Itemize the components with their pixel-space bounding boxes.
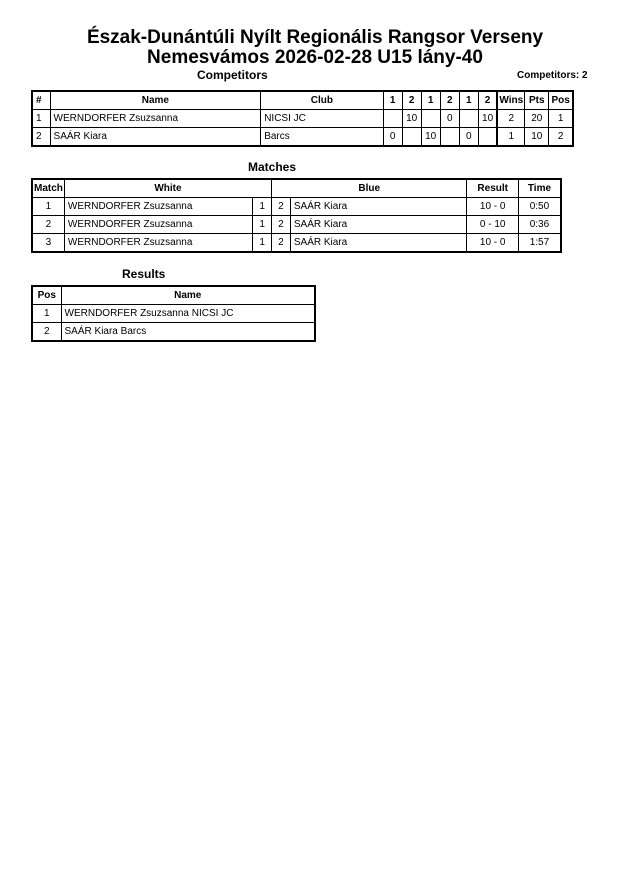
page-title: Észak-Dunántúli Nyílt Regionális Rangsor Verseny <box>86 27 544 48</box>
score-cell: 10 <box>478 110 497 128</box>
competitor-wins: 2 <box>497 110 524 128</box>
match-row <box>32 216 561 234</box>
header-match: Match <box>32 179 64 198</box>
match-number: 1 <box>32 198 64 216</box>
header-round: 2 <box>402 91 421 110</box>
competitor-name: SAÁR Kiara <box>50 128 261 147</box>
white-index: 1 <box>253 198 272 216</box>
page-subtitle: Nemesvámos 2026-02-28 U15 lány-40 <box>147 47 483 68</box>
competitor-row <box>32 110 573 128</box>
match-number: 3 <box>32 234 64 253</box>
match-white: WERNDORFER Zsuzsanna <box>64 198 252 216</box>
score-cell <box>421 110 440 128</box>
match-white: WERNDORFER Zsuzsanna <box>64 234 252 253</box>
score-cell: 0 <box>440 110 459 128</box>
matches-table <box>31 178 562 253</box>
result-pos: 2 <box>32 323 61 342</box>
match-blue: SAÁR Kiara <box>290 234 467 253</box>
results-header-row <box>32 286 315 305</box>
match-time: 0:36 <box>518 216 561 234</box>
match-time: 1:57 <box>518 234 561 253</box>
competitor-club: NICSI JC <box>261 110 383 128</box>
blue-index: 2 <box>272 216 291 234</box>
result-name: WERNDORFER Zsuzsanna NICSI JC <box>61 305 315 323</box>
header-pts: Pts <box>525 91 549 110</box>
match-blue: SAÁR Kiara <box>290 198 467 216</box>
white-index: 1 <box>253 216 272 234</box>
score-cell <box>402 128 421 147</box>
match-result: 10 - 0 <box>467 234 518 253</box>
match-time: 0:50 <box>518 198 561 216</box>
competitors-header-row <box>32 91 573 110</box>
competitor-pts: 20 <box>525 110 549 128</box>
result-row <box>32 323 315 342</box>
competitor-club: Barcs <box>261 128 383 147</box>
header-name: Name <box>50 91 261 110</box>
blue-index: 2 <box>272 234 291 253</box>
competitor-num: 2 <box>32 128 50 147</box>
result-name: SAÁR Kiara Barcs <box>61 323 315 342</box>
competitor-wins: 1 <box>497 128 524 147</box>
white-index: 1 <box>253 234 272 253</box>
match-white: WERNDORFER Zsuzsanna <box>64 216 252 234</box>
header-wins: Wins <box>497 91 524 110</box>
match-row <box>32 234 561 253</box>
header-round: 1 <box>421 91 440 110</box>
results-table <box>31 285 316 342</box>
competitor-pts: 10 <box>525 128 549 147</box>
competitor-pos: 2 <box>549 128 573 147</box>
header-round: 1 <box>459 91 478 110</box>
competitor-num: 1 <box>32 110 50 128</box>
competitors-count: Competitors: 2 <box>517 70 588 81</box>
header-pos: Pos <box>549 91 573 110</box>
result-row <box>32 305 315 323</box>
score-cell <box>383 110 402 128</box>
competitors-table <box>31 90 574 147</box>
match-result: 10 - 0 <box>467 198 518 216</box>
matches-header-row <box>32 179 561 198</box>
header-round: 1 <box>383 91 402 110</box>
score-cell: 10 <box>421 128 440 147</box>
header-time: Time <box>518 179 561 198</box>
header-pos: Pos <box>32 286 61 305</box>
header-round: 2 <box>478 91 497 110</box>
header-club: Club <box>261 91 383 110</box>
match-number: 2 <box>32 216 64 234</box>
match-result: 0 - 10 <box>467 216 518 234</box>
header-num: # <box>32 91 50 110</box>
header-name: Name <box>61 286 315 305</box>
competitors-heading: Competitors <box>197 68 268 82</box>
header-result: Result <box>467 179 518 198</box>
results-heading: Results <box>122 267 166 281</box>
score-cell <box>478 128 497 147</box>
competitor-row <box>32 128 573 147</box>
blue-index: 2 <box>272 198 291 216</box>
competitor-pos: 1 <box>549 110 573 128</box>
score-cell: 0 <box>459 128 478 147</box>
header-blue: Blue <box>272 179 467 198</box>
score-cell: 0 <box>383 128 402 147</box>
score-cell <box>459 110 478 128</box>
matches-heading: Matches <box>248 160 297 174</box>
competitor-name: WERNDORFER Zsuzsanna <box>50 110 261 128</box>
score-cell <box>440 128 459 147</box>
result-pos: 1 <box>32 305 61 323</box>
score-cell: 10 <box>402 110 421 128</box>
match-row <box>32 198 561 216</box>
header-round: 2 <box>440 91 459 110</box>
match-blue: SAÁR Kiara <box>290 216 467 234</box>
header-white: White <box>64 179 271 198</box>
